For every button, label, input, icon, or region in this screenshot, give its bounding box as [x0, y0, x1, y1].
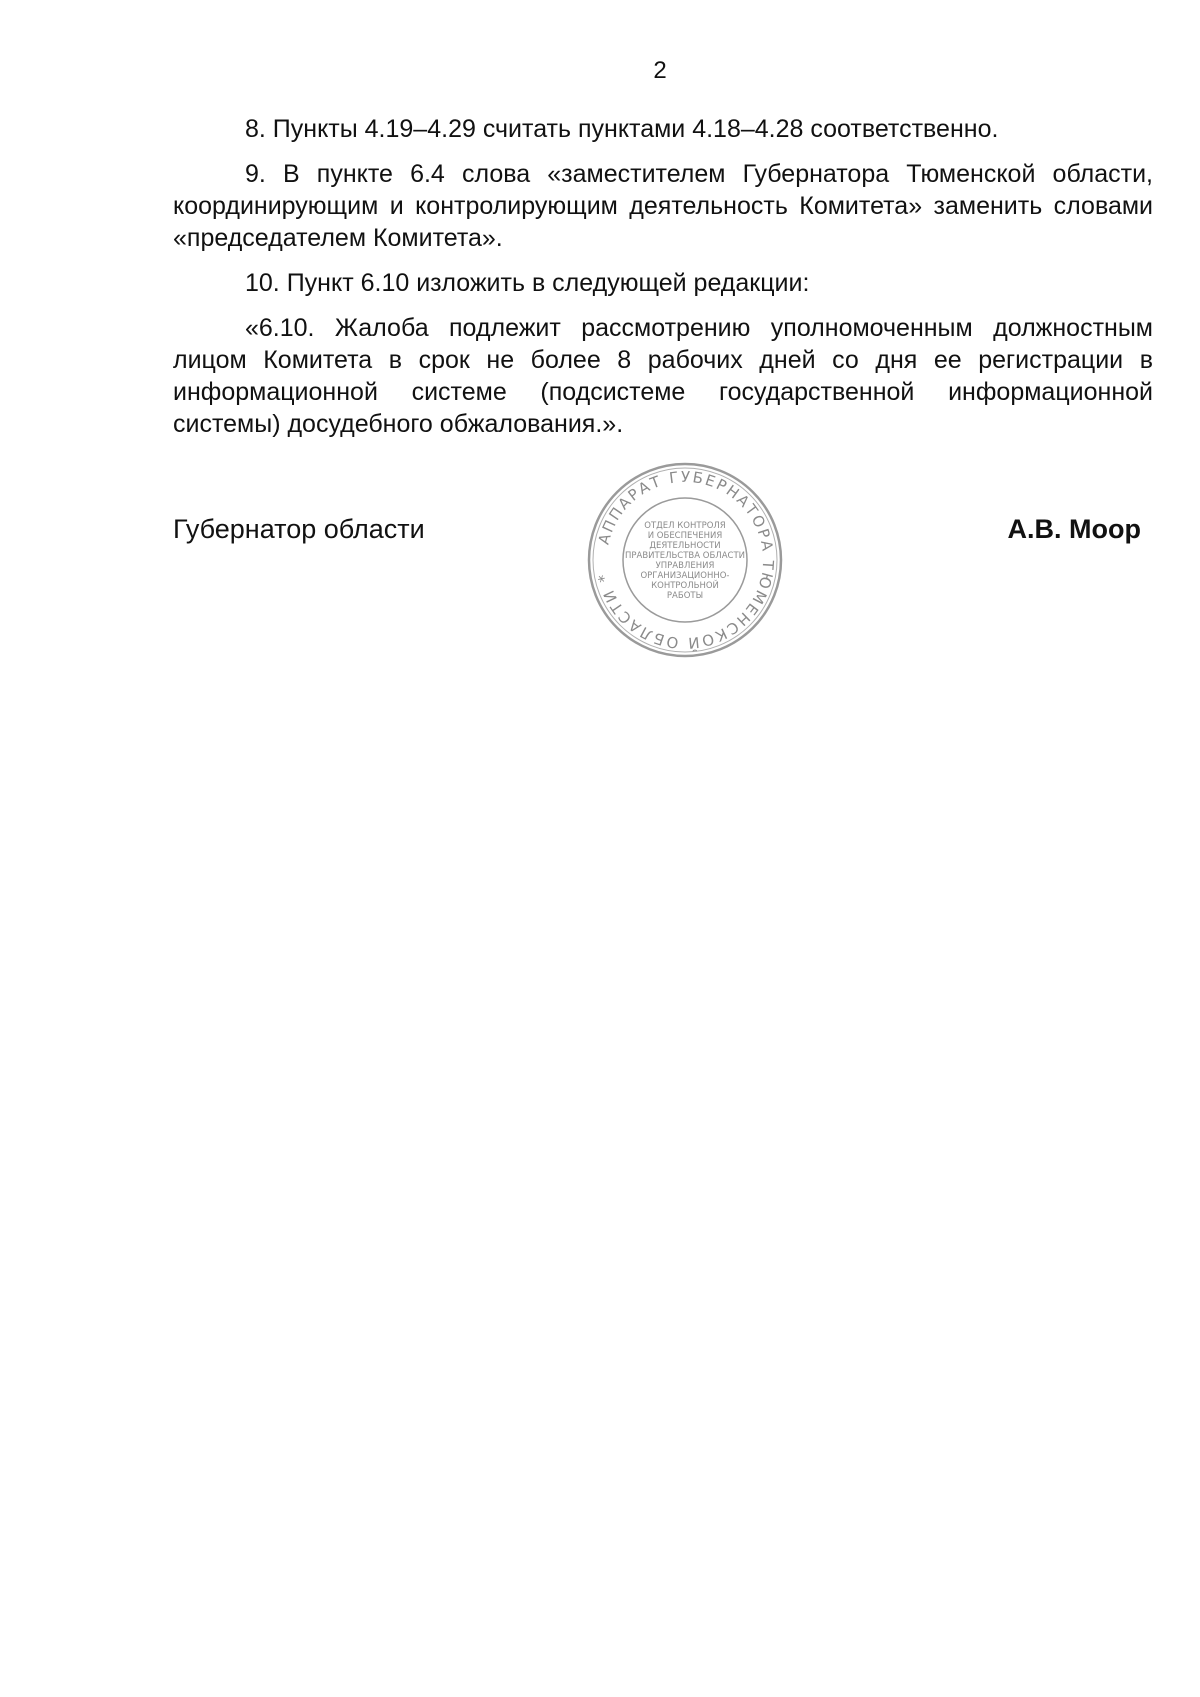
seal-inner-line: И ОБЕСПЕЧЕНИЯ [647, 531, 723, 541]
seal-inner-line: РАБОТЫ [666, 591, 704, 601]
seal-inner-line: КОНТРОЛЬНОЙ [651, 581, 719, 591]
seal-graphic [585, 460, 785, 660]
paragraph-10: 10. Пункт 6.10 изложить в следующей редакции: [245, 269, 810, 297]
seal-inner-line: ОРГАНИЗАЦИОННО- [640, 571, 730, 581]
official-seal [585, 460, 785, 660]
seal-inner-line: УПРАВЛЕНИЯ [655, 561, 715, 571]
seal-inner-line: ПРАВИТЕЛЬСТВА ОБЛАСТИ [625, 551, 745, 561]
signer-title: Губернатор области [173, 514, 425, 544]
seal-inner-text [625, 521, 745, 601]
page-number: 2 [653, 57, 667, 84]
seal-ring-text: АППАРАТ ГУБЕРНАТОРА ТЮМЕНСКОЙ ОБЛАСТИ * [594, 467, 778, 653]
paragraph-9: 9. В пункте 6.4 слова «заместителем Губернатора Тюменской области, координирующим и контролирующим деятельность Комитета» заменить словами «председателем Комитета». [173, 160, 1153, 252]
seal-inner-line: ДЕЯТЕЛЬНОСТИ [649, 541, 721, 551]
paragraph-8: 8. Пункты 4.19–4.29 считать пунктами 4.18–4.28 соответственно. [245, 115, 999, 143]
signer-name: А.В. Моор [1007, 514, 1141, 544]
seal-inner-line: ОТДЕЛ КОНТРОЛЯ [644, 521, 726, 531]
paragraph-6-10-quote: «6.10. Жалоба подлежит рассмотрению уполномоченным должностным лицом Комитета в срок не более 8 рабочих дней со дня ее регистрации в информационной системе (подсистеме государственной информационной системы) досудебного обжалования.». [173, 314, 1153, 438]
document-body [173, 113, 1153, 453]
